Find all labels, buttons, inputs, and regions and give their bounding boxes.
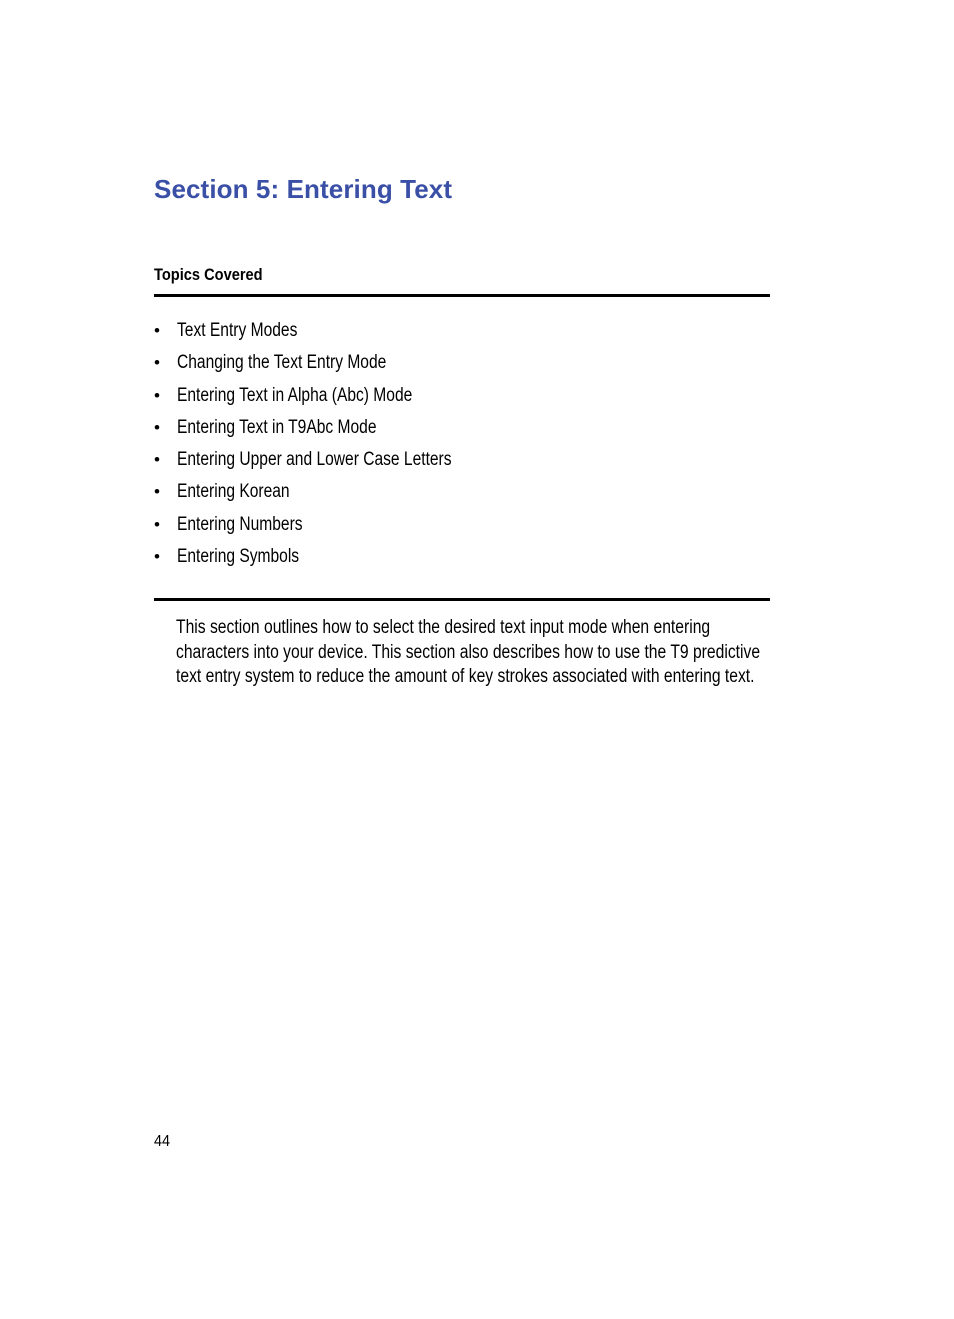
bullet-icon: • [154,417,160,437]
topic-t9abc-mode: Entering Text in T9Abc Mode [177,416,377,438]
bullet-icon: • [154,482,160,502]
top-divider [154,294,770,297]
intro-line: text entry system to reduce the amount of key strokes associated with entering text. [176,666,755,687]
topic-text-entry-modes: Text Entry Modes [177,320,298,341]
bullet-icon: • [154,450,160,470]
bullet-icon: • [154,321,160,340]
topic-numbers: Entering Numbers [177,513,303,535]
bullet-icon: • [154,514,160,534]
bullet-icon: • [154,385,160,405]
bullet-icon: • [154,547,160,567]
intro-line: This section outlines how to select the desired text input mode when entering [176,617,711,638]
topic-changing-mode: Changing the Text Entry Mode [177,352,387,374]
intro-line: characters into your device. This section also describes how to use the T9 predictive [176,641,761,663]
page-number: 44 [154,1133,171,1150]
topic-symbols: Entering Symbols [177,546,300,568]
bottom-divider [154,598,770,601]
topic-case-letters: Entering Upper and Lower Case Letters [177,449,452,471]
bullet-icon: • [154,353,160,373]
topics-heading: Topics Covered [154,265,263,284]
topic-alpha-mode: Entering Text in Alpha (Abc) Mode [177,384,413,406]
topic-korean: Entering Korean [177,481,290,503]
page-title: Section 5: Entering Text [154,174,453,204]
intro-paragraph [176,616,770,690]
